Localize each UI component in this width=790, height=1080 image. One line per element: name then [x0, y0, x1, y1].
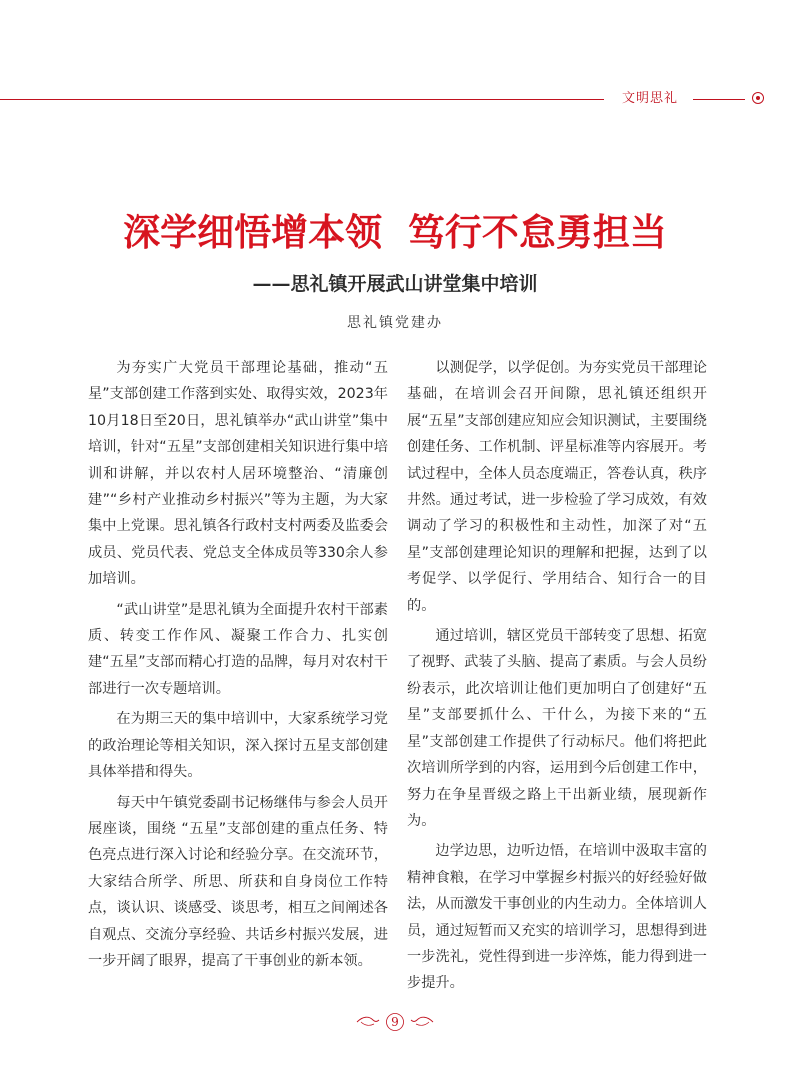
paragraph: 在为期三天的集中培训中，大家系统学习党的政治理论等相关知识，深入探讨五星支部创建具体举措和得失。	[88, 711, 388, 781]
target-dot-icon	[752, 92, 764, 104]
page-number: 9	[391, 1015, 399, 1029]
paragraph: 为夯实广大党员干部理论基础，推动“五星”支部创建工作落到实处、取得实效，2023年10月18日至20日，思礼镇举办“武山讲堂”集中培训，针对“五星”支部创建相关知识进行集中培训和讲解，并以农村人居环境整治、“清廉创建”“乡村产业推动乡村振兴”等为主题，为大家集中上党课。思礼镇各行政村支村两委及监委会成员、党员代表、党总支全体成员等330余人参加培训。	[88, 360, 388, 588]
body-column-right	[407, 355, 707, 1001]
paragraph: 每天中午镇党委副书记杨继伟与参会人员开展座谈，围绕 “五星”支部创建的重点任务、特色亮点进行深入讨论和经验分享。在交流环节，大家结合所学、所思、所获和自身岗位工作特点，谈认识、谈感受、谈思考，相互之间阐述各自观点、交流分享经验、共话乡村振兴发展，进一步开阔了眼界，提高了干事创业的新本领。	[88, 794, 388, 969]
header-rule-left	[0, 99, 604, 100]
article-subtitle: ——思礼镇开展武山讲堂集中培训	[252, 273, 538, 295]
article-title: 深学细悟增本领 笃行不怠勇担当	[123, 210, 667, 254]
header-rule-right	[693, 99, 745, 100]
section-label: 文明思礼	[621, 91, 678, 106]
paragraph: 通过培训，辖区党员干部转变了思想、拓宽了视野、武装了头脑、提高了素质。与会人员纷纷表示，此次培训让他们更加明白了创建好“五星”支部要抓什么、干什么，为接下来的“五星”支部创建工作提供了行动标尺。他们将把此次培训所学到的内容，运用到今后创建工作中，努力在争星晋级之路上干出新业绩，展现新作为。	[407, 628, 707, 829]
paragraph: 边学边思，边听边悟，在培训中汲取丰富的精神食粮，在学习中掌握乡村振兴的好经验好做法，从而激发干事创业的内生动力。全体培训人员，通过短暂而又充实的培训学习，思想得到进一步洗礼，党性得到进一步淬炼，能力得到进一步提升。	[407, 843, 707, 992]
paragraph: 以测促学，以学促创。为夯实党员干部理论基础，在培训会召开间隙，思礼镇还组织开展“五星”支部创建应知应会知识测试，主要围绕创建任务、工作机制、评星标准等内容展开。考试过程中，全体人员态度端正，答卷认真，秩序井然。通过考试，进一步检验了学习成效，有效调动了学习的积极性和主动性，加深了对“五星”支部创建理论知识的理解和把握，达到了以考促学、以学促行、学用结合、知行合一的目的。	[407, 360, 707, 614]
paragraph: “武山讲堂”是思礼镇为全面提升农村干部素质、转变工作作风、凝聚工作合力、扎实创建“五星”支部而精心打造的品牌，每月对农村干部进行一次专题培训。	[88, 601, 388, 697]
body-column-left	[88, 355, 388, 978]
article-author: 思礼镇党建办	[347, 315, 443, 331]
